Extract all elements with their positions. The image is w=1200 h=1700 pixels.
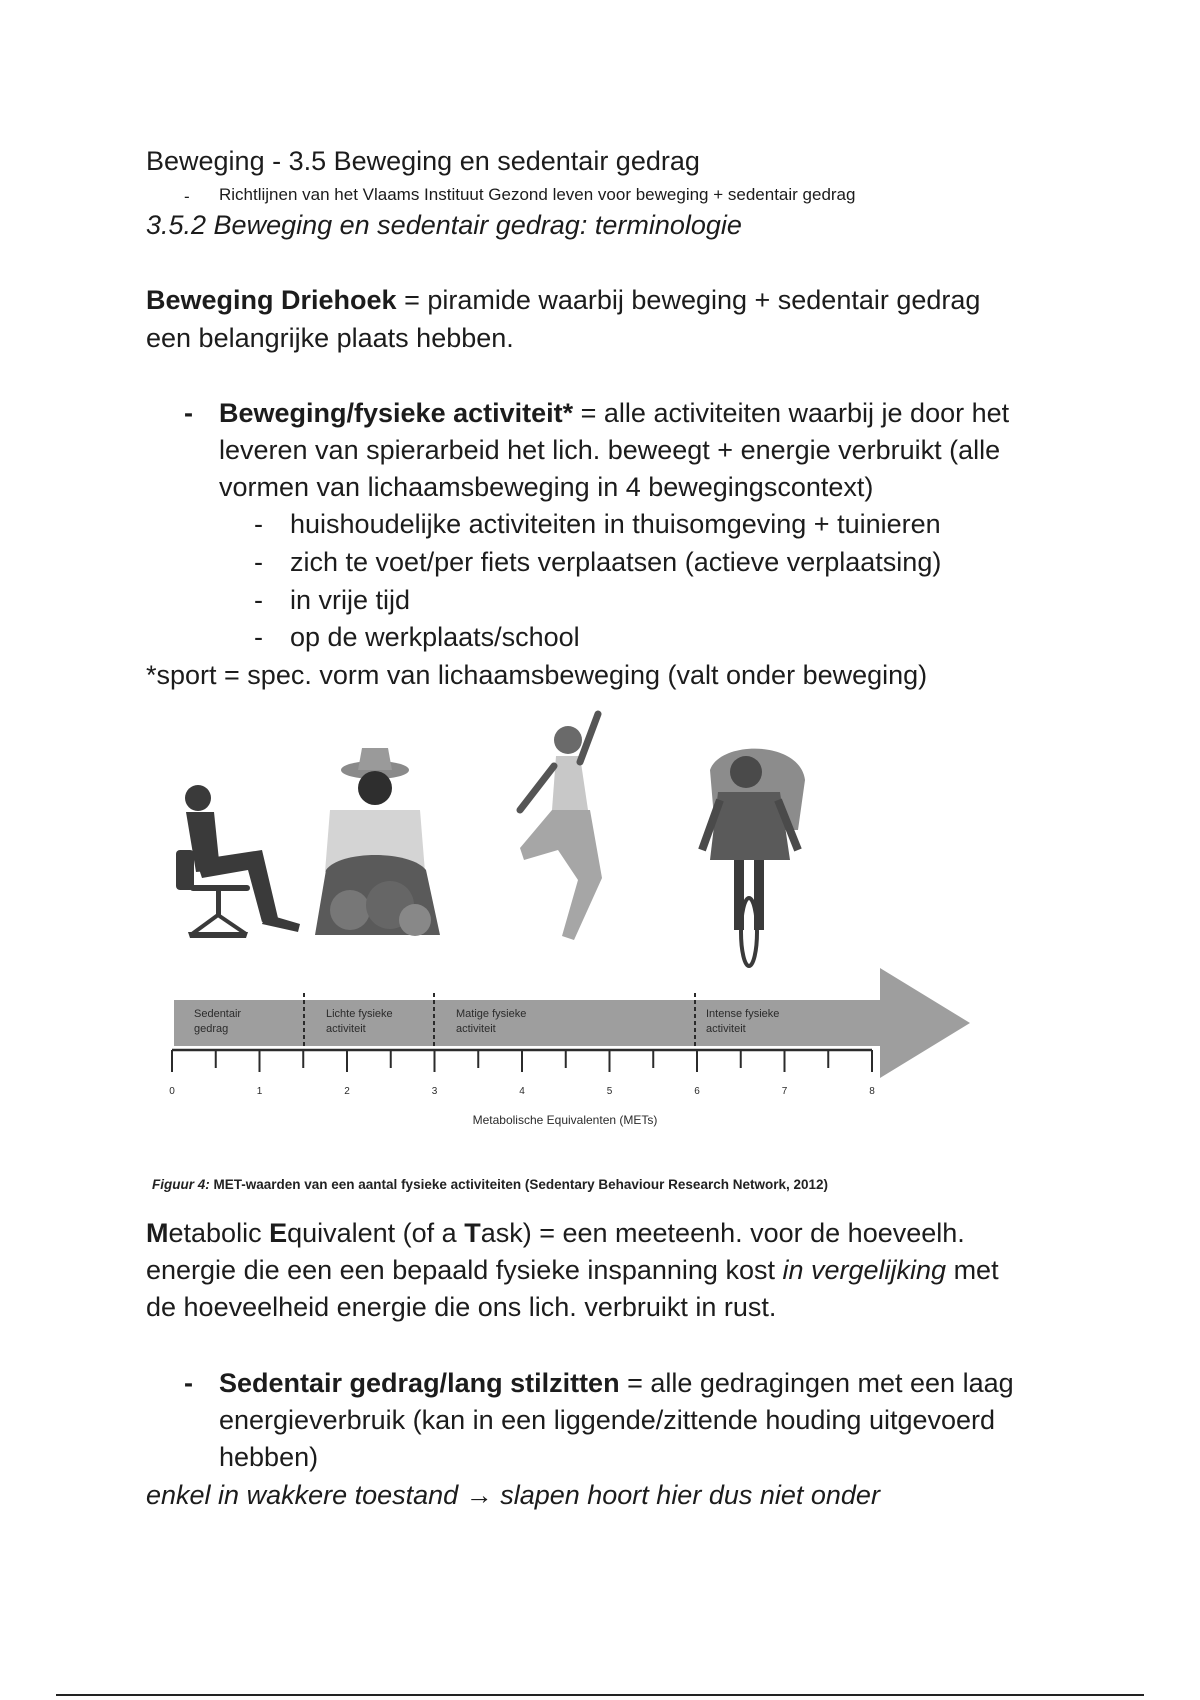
met-text: ask) = een meeteenh. voor de hoeveelh. (480, 1218, 965, 1248)
subitem-dash: - (254, 585, 263, 615)
met-text: quivalent (of a (287, 1218, 465, 1248)
figure-caption (152, 1177, 828, 1192)
section-title: 3.5.2 Beweging en sedentair gedrag: terminologie (146, 210, 742, 240)
footnote: *sport = spec. vorm van lichaamsbeweging (valt onder beweging) (146, 660, 928, 690)
met-letter-e: E (269, 1218, 288, 1248)
met-arrow (174, 968, 970, 1078)
zone-label: activiteit (706, 1023, 746, 1035)
bullet1-text-1: = alle activiteiten waarbij je door het (573, 398, 1010, 428)
axis-tick-label: 7 (781, 1086, 788, 1097)
axis-tick-label: 1 (256, 1086, 263, 1097)
dancing-woman-image (520, 714, 602, 940)
bullet1-line-1 (219, 394, 1009, 432)
intro-line-2: een belangrijke plaats hebben. (146, 323, 514, 353)
met-emphasis: in vergelijking (782, 1255, 947, 1285)
cyclist-image (702, 749, 805, 966)
axis-ticks (169, 1050, 875, 1097)
met-figure (150, 700, 980, 1140)
intro-term: Beweging Driehoek (146, 285, 397, 315)
zone-label: Matige fysieke (456, 1008, 527, 1020)
subitem-dash: - (254, 622, 263, 652)
axis-tick-label: 0 (169, 1086, 175, 1097)
axis-tick-label: 5 (606, 1086, 613, 1097)
axis-tick-label: 6 (694, 1086, 700, 1097)
footer-rule (56, 1694, 1144, 1696)
met-text: energie die een een bepaald fysieke inspanning kost (146, 1255, 783, 1285)
bullet1-term: Beweging/fysieke activiteit* (219, 398, 574, 428)
met-text: etabolic (168, 1218, 270, 1248)
bullet1-line-2: leveren van spierarbeid het lich. beweegt + energie verbruikt (alle (219, 435, 1001, 465)
axis-tick-label: 3 (431, 1086, 438, 1097)
figure-caption-label: Figuur 4: (152, 1177, 210, 1192)
axis-tick-label: 4 (519, 1086, 525, 1097)
bullet2-line-1 (219, 1364, 1014, 1402)
axis-tick-label: 2 (344, 1086, 350, 1097)
sitting-woman-image (176, 785, 300, 938)
page-title: Beweging - 3.5 Beweging en sedentair gedrag (146, 146, 700, 176)
zone-label: gedrag (194, 1023, 229, 1035)
subitem-text: in vrije tijd (290, 585, 411, 615)
bullet2-term: Sedentair gedrag/lang stilzitten (219, 1368, 620, 1398)
subitem-text: zich te voet/per fiets verplaatsen (actieve verplaatsing) (290, 547, 942, 577)
subitem-text: huishoudelijke activiteiten in thuisomgeving + tuinieren (290, 509, 941, 539)
bullet2-text-1: = alle gedragingen met een laag (619, 1368, 1014, 1398)
bullet1-line-3: vormen van lichaamsbeweging in 4 bewegingscontext) (219, 472, 874, 502)
source-note: Richtlijnen van het Vlaams Instituut Gezond leven voor beweging + sedentair gedrag (219, 185, 856, 204)
axis-label: Metabolische Equivalenten (METs) (472, 1113, 658, 1127)
bullet2-dash: - (184, 1368, 193, 1398)
bullet2-line-3: hebben) (219, 1442, 319, 1472)
met-line-3: de hoeveelheid energie die ons lich. verbruikt in rust. (146, 1292, 777, 1322)
met-line-2 (146, 1251, 999, 1289)
zone-label: activiteit (456, 1023, 496, 1035)
axis-tick-label: 8 (869, 1086, 875, 1097)
bullet1-dash: - (184, 398, 193, 428)
zone-label: Intense fysieke (706, 1008, 780, 1020)
met-letter-m: M (146, 1218, 169, 1248)
figure-caption-text: MET-waarden van een aantal fysieke activiteiten (Sedentary Behaviour Research Network, 2012) (209, 1177, 829, 1192)
bullet2-note: enkel in wakkere toestand → slapen hoort hier dus niet onder (146, 1480, 880, 1510)
met-text: met (946, 1255, 999, 1285)
subitem-dash: - (254, 547, 263, 577)
intro-text-1: = piramide waarbij beweging + sedentair gedrag (396, 285, 981, 315)
met-letter-t: T (464, 1218, 481, 1248)
bullet2-line-2: energieverbruik (kan in een liggende/zittende houding uitgevoerd (219, 1405, 996, 1435)
met-line-1 (146, 1214, 965, 1252)
zone-label: Sedentair (194, 1008, 242, 1020)
zone-label: Lichte fysieke (326, 1008, 393, 1020)
gardener-image (315, 748, 440, 936)
intro-line-1 (146, 281, 980, 319)
subitem-text: op de werkplaats/school (290, 622, 580, 652)
zone-label: activiteit (326, 1023, 366, 1035)
source-dash: - (184, 187, 190, 206)
subitem-dash: - (254, 509, 263, 539)
